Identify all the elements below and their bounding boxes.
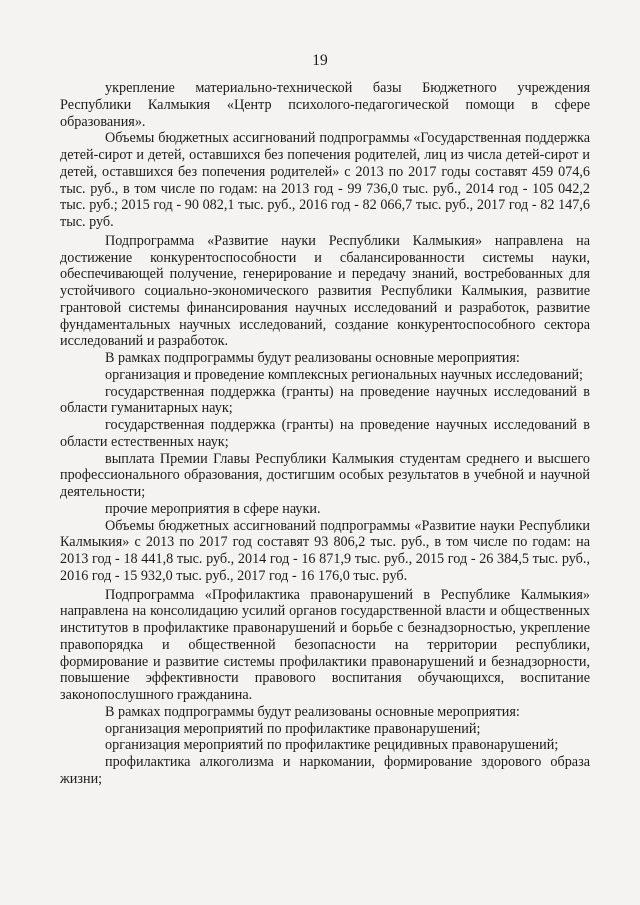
- list-item: организация и проведение комплексных региональных научных исследований;: [105, 366, 583, 383]
- paragraph: Объемы бюджетных ассигнований подпрограммы «Развитие науки Республики Калмыкия» с 2013 по 2017 год составят 93 806,2 тыс. руб., в том числе по годам: на 2013 год - 18 441,8 тыс. руб., 2014 год - 16 871,9 тыс. руб., 2015 год - 26 384,5 тыс. руб., 2016 год - 15 932,0 тыс. руб., 2017 год - 16 176,0 тыс. руб.: [60, 517, 590, 584]
- list-item: выплата Премии Главы Республики Калмыкия студентам среднего и высшего профессионального образования, достигшим особых результатов в учебной и научной деятельности;: [60, 450, 590, 500]
- paragraph: укрепление материально-технической базы Бюджетного учреждения Республики Калмыкия «Центр психолого-педагогической помощи в сфере образования».: [60, 80, 590, 130]
- list-item: государственная поддержка (гранты) на проведение научных исследований в области гуманитарных наук;: [60, 383, 590, 417]
- page-number: 19: [312, 52, 328, 69]
- paragraph: В рамках подпрограммы будут реализованы основные мероприятия:: [105, 703, 520, 720]
- list-item: организация мероприятий по профилактике правонарушений;: [105, 720, 481, 737]
- paragraph: Объемы бюджетных ассигнований подпрограммы «Государственная поддержка детей-сирот и детей, оставшихся без попечения родителей, лиц из числа детей-сирот и детей, оставшихся без попечения родителей» с 2013 по 2017 годы составят 459 074,6 тыс. руб., в том числе по годам: на 2013 год - 99 736,0 тыс. руб., 2014 год - 105 042,2 тыс. руб.; 2015 год - 90 082,1 тыс. руб., 2016 год - 82 066,7 тыс. руб., 2017 год - 82 147,6 тыс. руб.: [60, 130, 590, 230]
- list-item: организация мероприятий по профилактике рецидивных правонарушений;: [105, 737, 559, 754]
- list-item: прочие мероприятия в сфере науки.: [105, 500, 321, 517]
- paragraph: Подпрограмма «Профилактика правонарушений в Республике Калмыкия» направлена на консолидацию усилий органов государственной власти и общественных институтов в профилактике правонарушений и борьбе с безнадзорностью, укрепление правопорядка и общественной безопасности на территории республики, формирование и развитие системы профилактики правонарушений и безнадзорности, повышение эффективности правового воспитания обучающихся, воспитание законопослушного гражданина.: [60, 586, 590, 703]
- list-item: государственная поддержка (гранты) на проведение научных исследований в области естественных наук;: [60, 417, 590, 450]
- paragraph: В рамках подпрограммы будут реализованы основные мероприятия:: [105, 350, 520, 366]
- list-item: профилактика алкоголизма и наркомании, формирование здорового образа жизни;: [60, 754, 590, 787]
- paragraph: Подпрограмма «Развитие науки Республики Калмыкия» направлена на достижение конкурентоспособности и сбалансированности системы науки, обеспечивающей получение, генерирование и передачу знаний, востребованных для устойчивого социально-экономического развития Республики Калмыкия, развитие грантовой системы финансирования научных исследований и разработок, развитие фундаментальных научных исследований, создание конкурентоспособного сектора исследований и разработок.: [60, 232, 590, 350]
- body-text: [60, 80, 590, 788]
